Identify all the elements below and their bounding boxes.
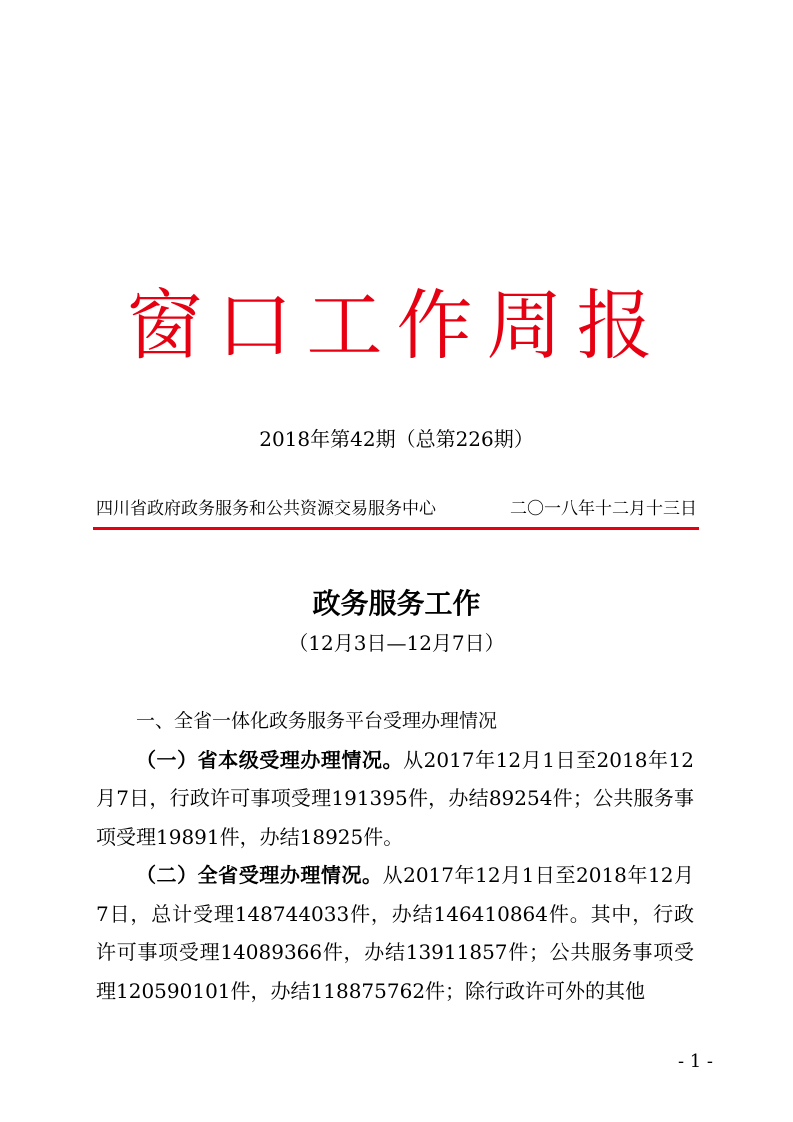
issue-date: 二〇一八年十二月十三日 [510, 499, 697, 519]
section-title: 政务服务工作 [312, 587, 481, 620]
section-period: （12月3日—12月7日） [288, 631, 505, 655]
paragraph-province-wide [96, 856, 694, 1010]
issuing-organization: 四川省政府政务服务和公共资源交易服务中心 [96, 499, 436, 519]
paragraph-provincial-level [96, 741, 694, 857]
page-number: - 1 - [677, 1051, 713, 1072]
heading-level-1: 一、全省一体化政务服务平台受理办理情况 [136, 710, 498, 732]
paragraph-2-lead: （二）全省受理办理情况。 [136, 863, 383, 887]
masthead-title: 窗口工作周报 [126, 281, 667, 370]
paragraph-1-lead: （一）省本级受理办理情况。 [136, 747, 404, 772]
paragraph-2-text: 从2017年12月1日至2018年12月7日，总计受理148744033件，办结146410864件。其中，行政许可事项受理14089366件，办结13911857件；公共服务事项受理120590101件，办结118875762件；除行政许可外的其他 [96, 863, 694, 1003]
document-body [96, 702, 694, 1010]
red-separator-line [93, 527, 699, 530]
issue-number: 2018年第42期（总第226期） [259, 427, 534, 451]
paragraph-1-text: 从2017年12月1日至2018年12月7日，行政许可事项受理191395件，办结89254件；公共服务事项受理19891件，办结18925件。 [96, 747, 694, 849]
